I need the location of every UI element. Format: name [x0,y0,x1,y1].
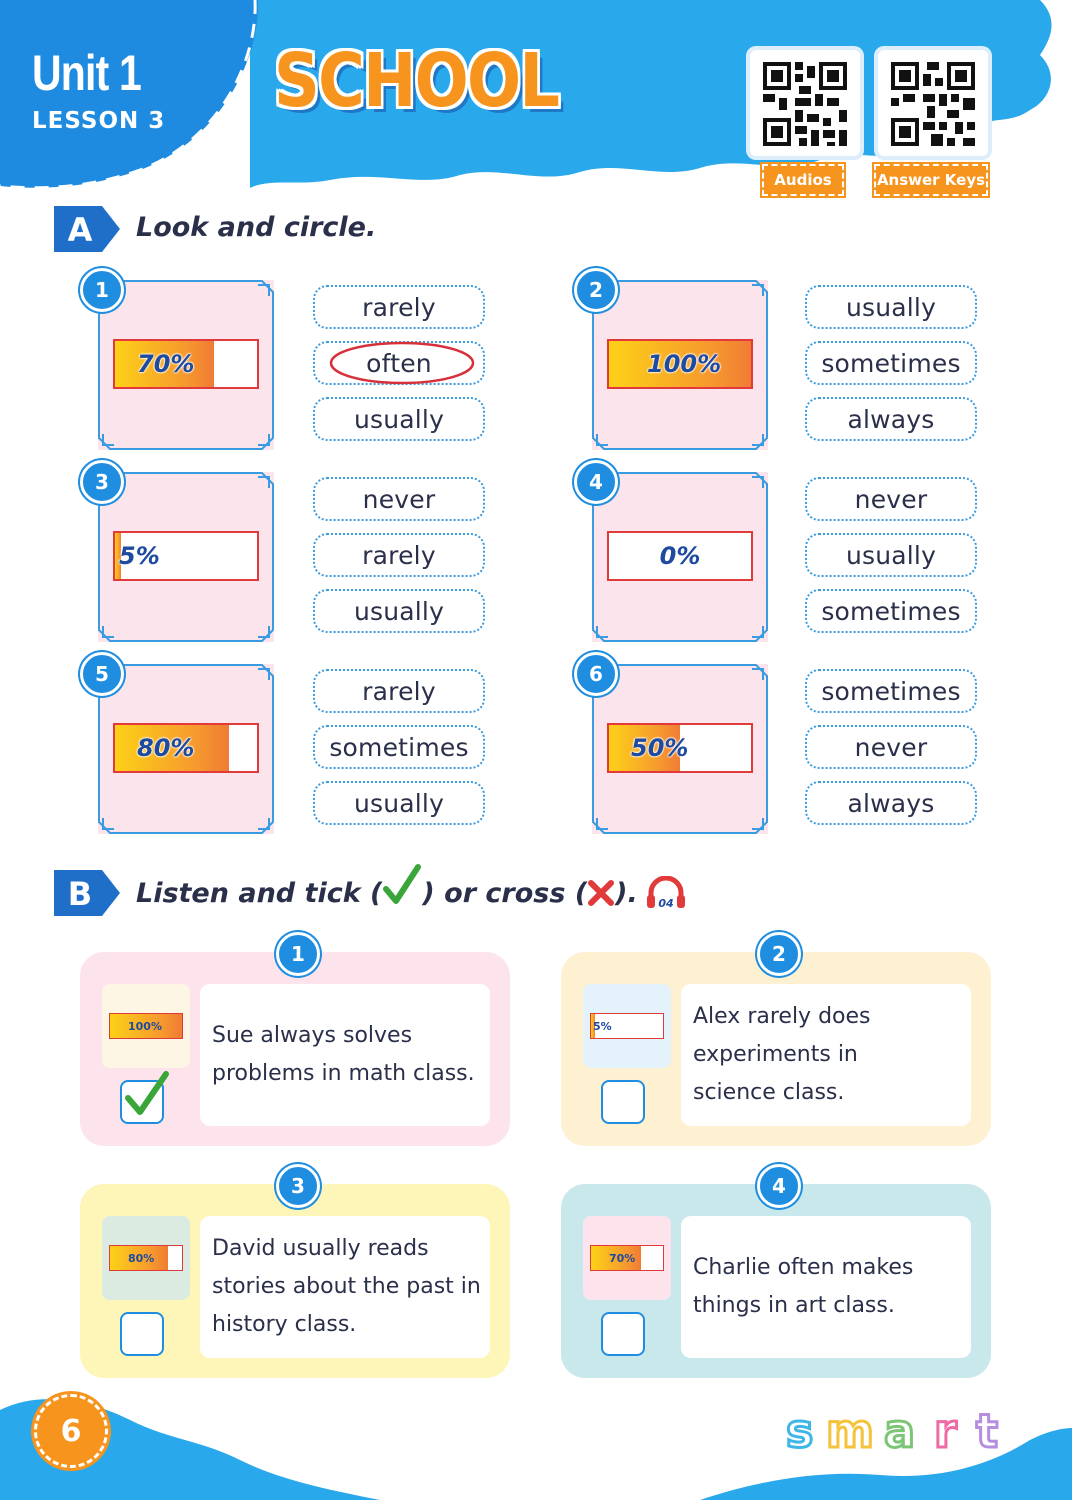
tick-or-cross-box[interactable] [601,1312,645,1356]
percentage-label: 80% [137,734,195,762]
listening-sentence [212,1017,475,1093]
svg-text:B: B [67,875,93,913]
mini-percentage-label: 100% [128,1019,162,1033]
percentage-bar [607,339,753,389]
listening-item-number: 3 [276,1164,320,1208]
answer-option[interactable]: usually [313,589,485,633]
instruction-text-2: ) or cross ( [422,877,588,909]
listening-sentence [212,1230,481,1344]
page-title: SCHOOL [274,38,559,124]
percentage-label: 70% [137,350,195,378]
answer-option[interactable]: never [805,477,977,521]
percentage-label: 5% [119,542,160,570]
answer-option[interactable]: sometimes [805,669,977,713]
cross-icon [587,879,615,907]
percentage-bar [113,723,259,773]
mini-percentage-bar [590,1245,664,1271]
audios-label[interactable]: Audios [762,164,844,196]
exercise-number-badge: 2 [574,268,618,312]
exercise-number-badge: 5 [80,652,124,696]
instruction-text-1: Listen and tick ( [136,877,383,909]
answer-option[interactable]: sometimes [805,341,977,385]
tick-or-cross-box[interactable] [120,1312,164,1356]
page-number: 6 [34,1394,108,1468]
mini-percentage-bar [590,1013,664,1039]
answer-circle-mark [327,339,477,387]
answer-option[interactable]: usually [313,397,485,441]
exercise-number-badge: 1 [80,268,124,312]
smart-logo-letter: t [976,1404,998,1458]
listening-item-number: 2 [757,932,801,976]
sentence-line: Sue always solves [212,1023,413,1048]
tick-or-cross-box[interactable] [601,1080,645,1124]
qr-code-audios[interactable] [750,50,860,156]
exercise-number-badge: 3 [80,460,124,504]
smart-logo-letter: m [826,1404,874,1458]
section-b-badge [54,870,120,916]
sentence-line: science class. [693,1080,845,1105]
sentence-line: things in art class. [693,1293,895,1318]
listening-sentence [693,1249,913,1325]
lesson-title: LESSON 3 [32,108,166,134]
tick-icon [120,1068,172,1120]
smart-logo-letter: r [934,1404,957,1458]
sentence-line: David usually reads [212,1236,429,1261]
sentence-line: Charlie often makes [693,1255,914,1280]
answer-option[interactable]: rarely [313,533,485,577]
percentage-label: 0% [659,542,701,570]
answer-option[interactable]: usually [805,533,977,577]
smart-logo-letter: a [884,1404,916,1458]
answer-option[interactable]: usually [313,781,485,825]
answer-option[interactable]: usually [805,285,977,329]
svg-text:A: A [67,211,93,249]
percentage-bar [607,531,753,581]
section-a-badge [54,206,120,252]
qr-code-icon [763,62,847,146]
answer-option[interactable]: never [805,725,977,769]
percentage-bar [113,531,259,581]
exercise-number-badge: 6 [574,652,618,696]
answer-option[interactable]: always [805,397,977,441]
answer-option[interactable]: rarely [313,285,485,329]
exercise-number-badge: 4 [574,460,618,504]
sentence-line: stories about the past in [212,1274,481,1299]
tick-icon [382,863,422,907]
section-a-instruction: Look and circle. [136,212,377,243]
mini-percentage-label: 80% [128,1251,155,1265]
qr-code-icon [891,62,975,146]
listening-item-number: 1 [276,932,320,976]
answer-keys-label[interactable]: Answer Keys [874,164,988,196]
answer-option[interactable]: rarely [313,669,485,713]
tick-or-cross-box[interactable] [120,1080,164,1124]
answer-option[interactable]: sometimes [805,589,977,633]
sentence-line: experiments in [693,1042,858,1067]
headphones-icon[interactable] [646,876,686,910]
listening-item-number: 4 [757,1164,801,1208]
mini-percentage-label: 70% [609,1251,636,1265]
sentence-line: history class. [212,1312,357,1337]
mini-percentage-bar [109,1245,183,1271]
qr-code-answer-keys[interactable] [878,50,988,156]
unit-title: Unit 1 [32,45,141,101]
percentage-label: 100% [647,350,722,378]
mini-percentage-label: 5% [593,1019,612,1033]
percentage-bar [113,339,259,389]
percentage-bar [607,723,753,773]
answer-option[interactable]: never [313,477,485,521]
listening-sentence [693,998,871,1112]
smart-logo-letter: s [786,1404,814,1458]
sentence-line: Alex rarely does [693,1004,871,1029]
sentence-line: problems in math class. [212,1061,475,1086]
instruction-text-3: ). [615,877,638,909]
audio-track-number: 04 [658,897,674,910]
answer-option[interactable]: always [805,781,977,825]
answer-option[interactable]: sometimes [313,725,485,769]
section-b-instruction [136,876,686,910]
percentage-label: 50% [631,734,689,762]
answer-option[interactable]: often [313,341,485,385]
mini-percentage-bar [109,1013,183,1039]
